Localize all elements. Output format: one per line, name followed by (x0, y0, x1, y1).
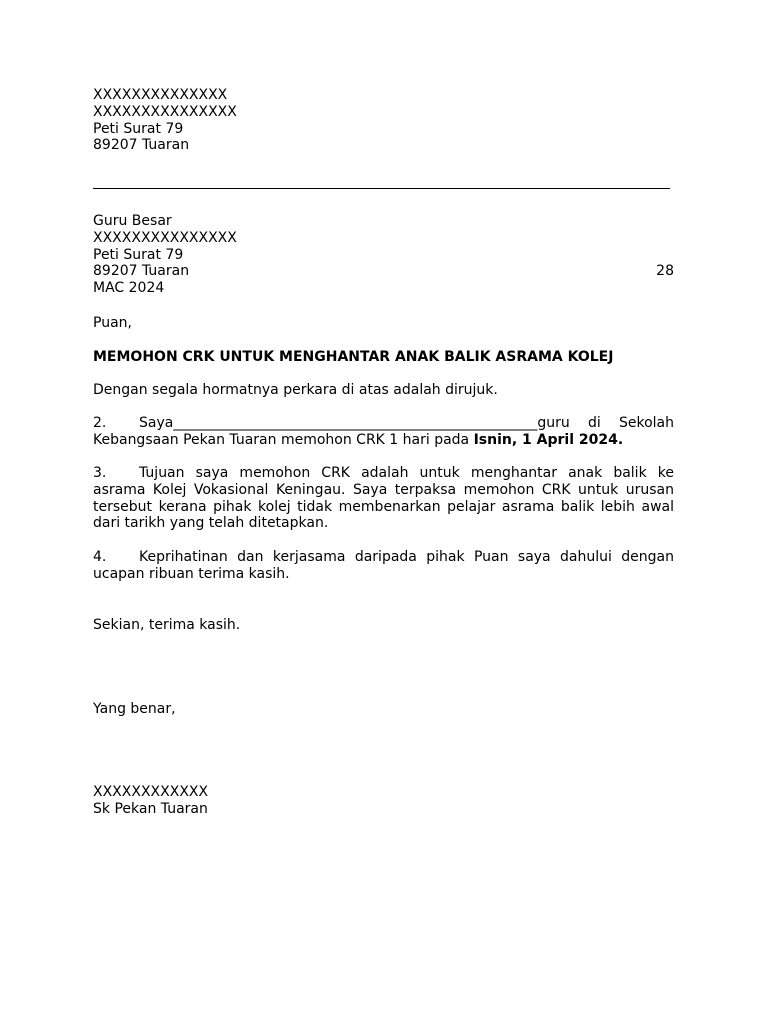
paragraph-2-first-line (93, 415, 674, 432)
paragraph-2-line-2 (93, 432, 674, 449)
paragraph-2-line-1: Saya____________________________________________________guru di Sekolah (139, 415, 674, 431)
recipient-school: XXXXXXXXXXXXXXX (93, 229, 237, 246)
paragraph-3 (93, 465, 674, 532)
sign-off: Yang benar, (93, 701, 176, 717)
paragraph-4-number: 4. (93, 549, 107, 565)
sender-postcode-city: 89207 Tuaran (93, 137, 190, 154)
sender-po-box: Peti Surat 79 (93, 120, 184, 137)
paragraph-3-first-line (93, 465, 674, 482)
signatory (93, 784, 674, 818)
paragraph-2-date-emphasis: Isnin, 1 April 2024. (473, 431, 624, 448)
paragraph-4-line-2: ucapan ribuan terima kasih. (93, 565, 290, 582)
sender-address (93, 87, 674, 154)
closing-remark: Sekian, terima kasih. (93, 617, 241, 633)
paragraph-2-line-2-text: Kebangsaan Pekan Tuaran memohon CRK 1 hari pada (93, 431, 470, 448)
signatory-name: XXXXXXXXXXXX (93, 784, 209, 800)
paragraph-2-number: 2. (93, 415, 107, 431)
signatory-school: Sk Pekan Tuaran (93, 800, 208, 817)
paragraph-3-line-3: tersebut kerana pihak kolej tidak membenarkan pelajar asrama balik lebih awal (93, 498, 674, 515)
paragraph-3-line-4: dari tarikh yang telah ditetapkan. (93, 515, 329, 532)
paragraph-3-line-1: Tujuan saya memohon CRK adalah untuk menghantar anak balik ke (139, 465, 674, 481)
paragraph-4 (93, 549, 674, 583)
recipient-city-date-row (93, 263, 674, 280)
recipient-title: Guru Besar (93, 213, 172, 229)
paragraph-4-line-1: Keprihatinan dan kerjasama daripada pihak Puan saya dahului dengan (139, 549, 674, 565)
recipient-address (93, 213, 674, 297)
paragraph-3-number: 3. (93, 465, 107, 481)
sender-line-2: XXXXXXXXXXXXXXX (93, 103, 237, 120)
paragraph-3-line-2: asrama Kolej Vokasional Keningau. Saya terpaksa memohon CRK untuk urusan (93, 481, 674, 498)
recipient-postcode-city: 89207 Tuaran (93, 263, 190, 280)
header-divider (93, 188, 670, 189)
sender-name: XXXXXXXXXXXXXX (93, 87, 228, 103)
paragraph-4-first-line (93, 549, 674, 566)
salutation: Puan, (93, 315, 132, 331)
date-day: 28 (656, 263, 674, 280)
opening-sentence: Dengan segala hormatnya perkara di atas adalah dirujuk. (93, 382, 498, 398)
recipient-po-box: Peti Surat 79 (93, 246, 184, 263)
paragraph-2 (93, 415, 674, 449)
date-month-year: MAC 2024 (93, 280, 165, 296)
letter-subject: MEMOHON CRK UNTUK MENGHANTAR ANAK BALIK ASRAMA KOLEJ (93, 349, 614, 365)
